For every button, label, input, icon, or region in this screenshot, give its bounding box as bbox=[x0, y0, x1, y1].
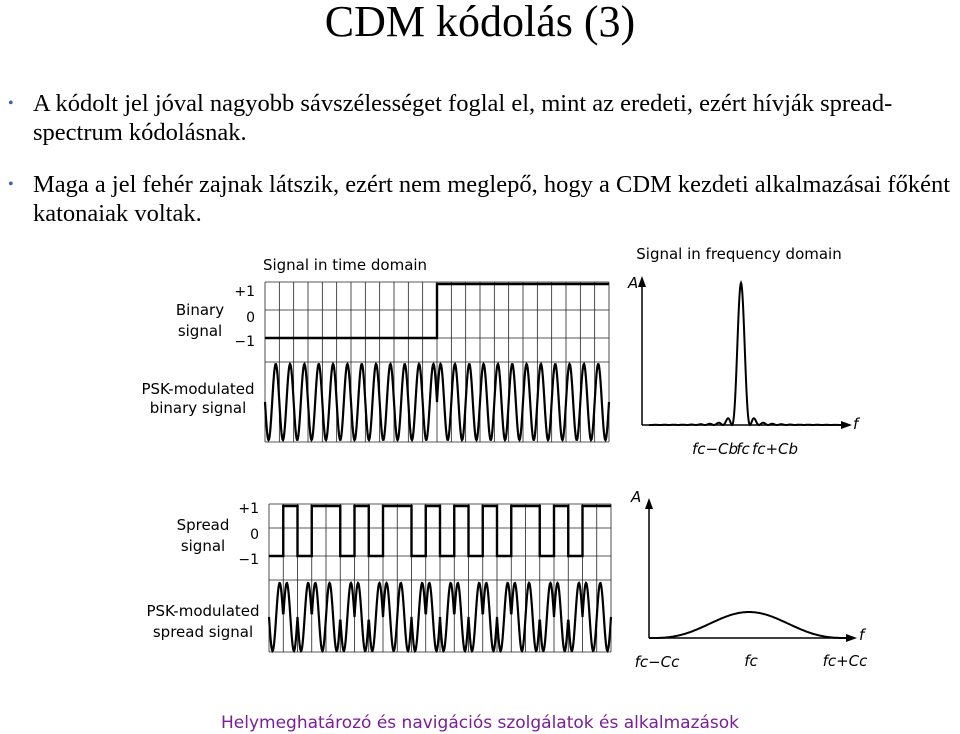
level-zero: 0 bbox=[250, 527, 259, 543]
time-domain-title: Signal in time domain bbox=[262, 256, 428, 274]
freq-bottom-tick-low: fc−Cc bbox=[634, 653, 680, 671]
spread-signal-waveform bbox=[269, 506, 611, 556]
freq-top-tick-high: fc+Cb bbox=[751, 440, 799, 458]
binary-signal-waveform bbox=[265, 284, 609, 338]
footer-text: Helymeghatározó és navigációs szolgálatok és alkalmazások bbox=[220, 713, 740, 733]
level-plus-one: +1 bbox=[234, 284, 255, 300]
freq-bottom-tick-center: fc bbox=[744, 652, 758, 670]
spread-spectrum-figure bbox=[75, 230, 903, 695]
level-minus-one: −1 bbox=[238, 552, 259, 568]
freq-top-sinc-curve bbox=[649, 283, 845, 425]
freq-bottom-A-label: A bbox=[631, 488, 642, 506]
freq-top-f-label: f bbox=[853, 415, 859, 433]
bullet-item bbox=[8, 170, 953, 228]
freq-top-tick-center: fc bbox=[736, 440, 750, 458]
level-zero: 0 bbox=[246, 310, 255, 326]
bullet-item bbox=[8, 89, 953, 147]
bullet-dot-icon: • bbox=[8, 176, 14, 193]
frequency-domain-title: Signal in frequency domain bbox=[636, 245, 842, 263]
freq-bottom-spread-curve bbox=[649, 612, 853, 638]
psk-spread-label-line2: spread signal bbox=[152, 623, 254, 641]
binary-label-line2: signal bbox=[177, 322, 223, 340]
level-minus-one: −1 bbox=[234, 334, 255, 350]
freq-top-y-arrow-icon bbox=[638, 276, 646, 287]
binary-label-line1: Binary bbox=[175, 301, 225, 319]
freq-bottom-y-arrow-icon bbox=[645, 498, 653, 509]
psk-binary-label-line1: PSK-modulated bbox=[141, 380, 255, 398]
freq-bottom-f-label: f bbox=[859, 626, 865, 644]
psk-binary-label-line2: binary signal bbox=[149, 399, 247, 417]
figure-svg bbox=[75, 230, 903, 695]
bullet-text: Maga a jel fehér zajnak látszik, ezért nem meglepő, hogy a CDM kezdeti alkalmazásai főként katonaiak voltak. bbox=[33, 171, 951, 227]
bullet-text: A kódolt jel jóval nagyobb sávszélességet foglal el, mint az eredeti, ezért hívják spread-spectrum kódolásnak. bbox=[33, 90, 893, 146]
psk-spread-label-line1: PSK-modulated bbox=[146, 602, 260, 620]
freq-bottom-tick-high: fc+Cc bbox=[822, 652, 868, 670]
freq-top-tick-low: fc−Cb bbox=[691, 440, 739, 458]
spread-label-line2: signal bbox=[180, 537, 226, 555]
slide-title: CDM kódolás (3) bbox=[324, 0, 636, 46]
level-plus-one: +1 bbox=[238, 501, 259, 517]
freq-top-A-label: A bbox=[628, 274, 639, 292]
spread-label-line1: Spread bbox=[176, 516, 230, 534]
bullet-dot-icon: • bbox=[8, 95, 14, 112]
